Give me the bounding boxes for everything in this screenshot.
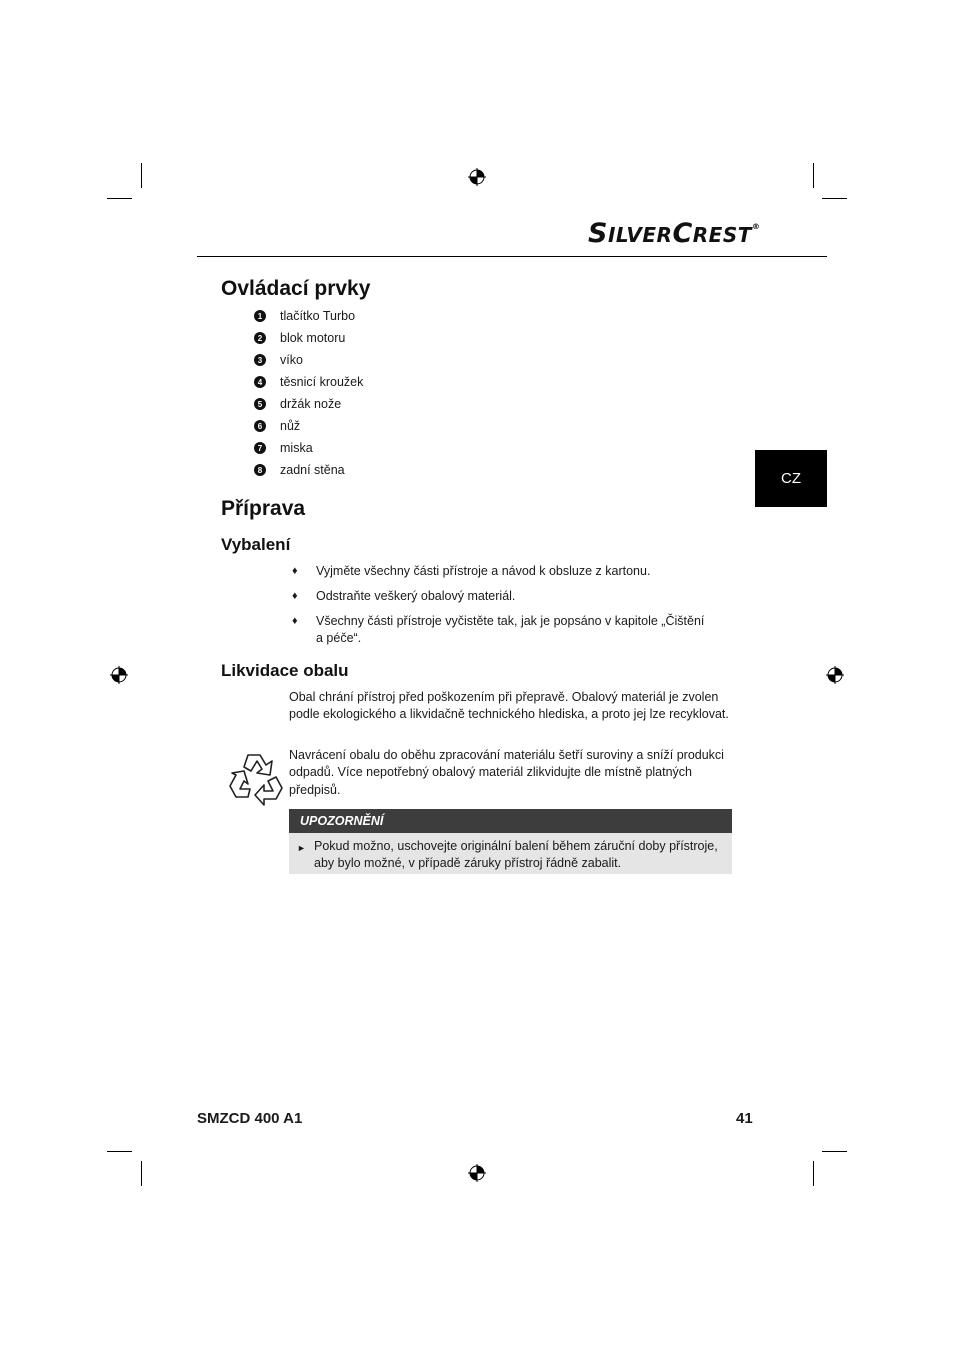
item-label: zadní stěna [280, 463, 345, 477]
registration-mark-icon [468, 168, 486, 186]
crop-mark [813, 163, 814, 188]
triangle-right-icon: ► [297, 843, 306, 853]
header-rule [197, 256, 827, 257]
model-number: SMZCD 400 A1 [197, 1110, 303, 1127]
crop-mark [107, 1151, 132, 1152]
registration-mark-icon [110, 666, 128, 684]
crop-mark [813, 1161, 814, 1186]
crop-mark [822, 198, 847, 199]
recycle-icon [226, 749, 286, 807]
crop-mark [141, 163, 142, 188]
list-item [254, 393, 363, 415]
preparation-heading: Příprava [221, 497, 306, 520]
controls-heading: Ovládací prvky [221, 277, 371, 300]
item-number: 3 [254, 354, 266, 366]
diamond-icon: ♦ [292, 590, 298, 602]
language-tab: CZ [755, 450, 827, 507]
warning-box [289, 809, 732, 874]
list-item [254, 459, 363, 481]
item-number: 4 [254, 376, 266, 388]
item-number: 5 [254, 398, 266, 410]
silvercrest-logo: SILVERCREST® [588, 218, 761, 249]
disposal-heading: Likvidace obalu [221, 661, 349, 680]
crop-mark [141, 1161, 142, 1186]
list-item [254, 305, 363, 327]
list-item [254, 415, 363, 437]
list-item: ♦ Všechny části přístroje vyčistěte tak, jak je popsáno v kapitole „Čištění a péče“. [292, 614, 705, 645]
registration-mark-icon [468, 1164, 486, 1182]
page-number: 41 [736, 1110, 753, 1127]
diamond-icon: ♦ [292, 565, 298, 577]
list-item: ♦ Vyjměte všechny části přístroje a návod k obsluze z kartonu. [292, 564, 651, 578]
item-label: tlačítko Turbo [280, 309, 356, 323]
warning-text: Pokud možno, uschovejte originální balení během záruční doby přístroje, aby bylo možné, v případě záruky přístroj řádně zabalit. [314, 839, 718, 870]
list-item [254, 327, 363, 349]
unpacking-heading: Vybalení [221, 535, 291, 554]
controls-list [254, 305, 363, 481]
item-number: 7 [254, 442, 266, 454]
item-label: nůž [280, 419, 301, 433]
list-item: ♦ Odstraňte veškerý obalový materiál. [292, 589, 516, 603]
list-item [254, 437, 363, 459]
crop-mark [822, 1151, 847, 1152]
diamond-icon: ♦ [292, 615, 298, 627]
item-label: těsnicí kroužek [280, 375, 364, 389]
item-label: držák nože [280, 397, 342, 411]
item-number: 8 [254, 464, 266, 476]
recycling-paragraph: Navrácení obalu do oběhu zpracování materiálu šetří suroviny a sníží produkci odpadů. Více nepotřebný obalový materiál zlikvidujte dle místně platných předpisů. [289, 748, 724, 797]
item-number: 1 [254, 310, 266, 322]
list-item [254, 371, 363, 393]
list-item [254, 349, 363, 371]
crop-mark [107, 198, 132, 199]
item-label: blok motoru [280, 331, 346, 345]
item-label: miska [280, 441, 313, 455]
item-number: 6 [254, 420, 266, 432]
disposal-paragraph: Obal chrání přístroj před poškozením při přepravě. Obalový materiál je zvolen podle ekologického a likvidačně technického hlediska, a proto jej lze recyklovat. [289, 690, 729, 722]
warning-title: UPOZORNĚNÍ [289, 809, 732, 833]
item-number: 2 [254, 332, 266, 344]
registration-mark-icon [826, 666, 844, 684]
item-label: víko [280, 353, 303, 367]
unpacking-list [292, 563, 712, 655]
